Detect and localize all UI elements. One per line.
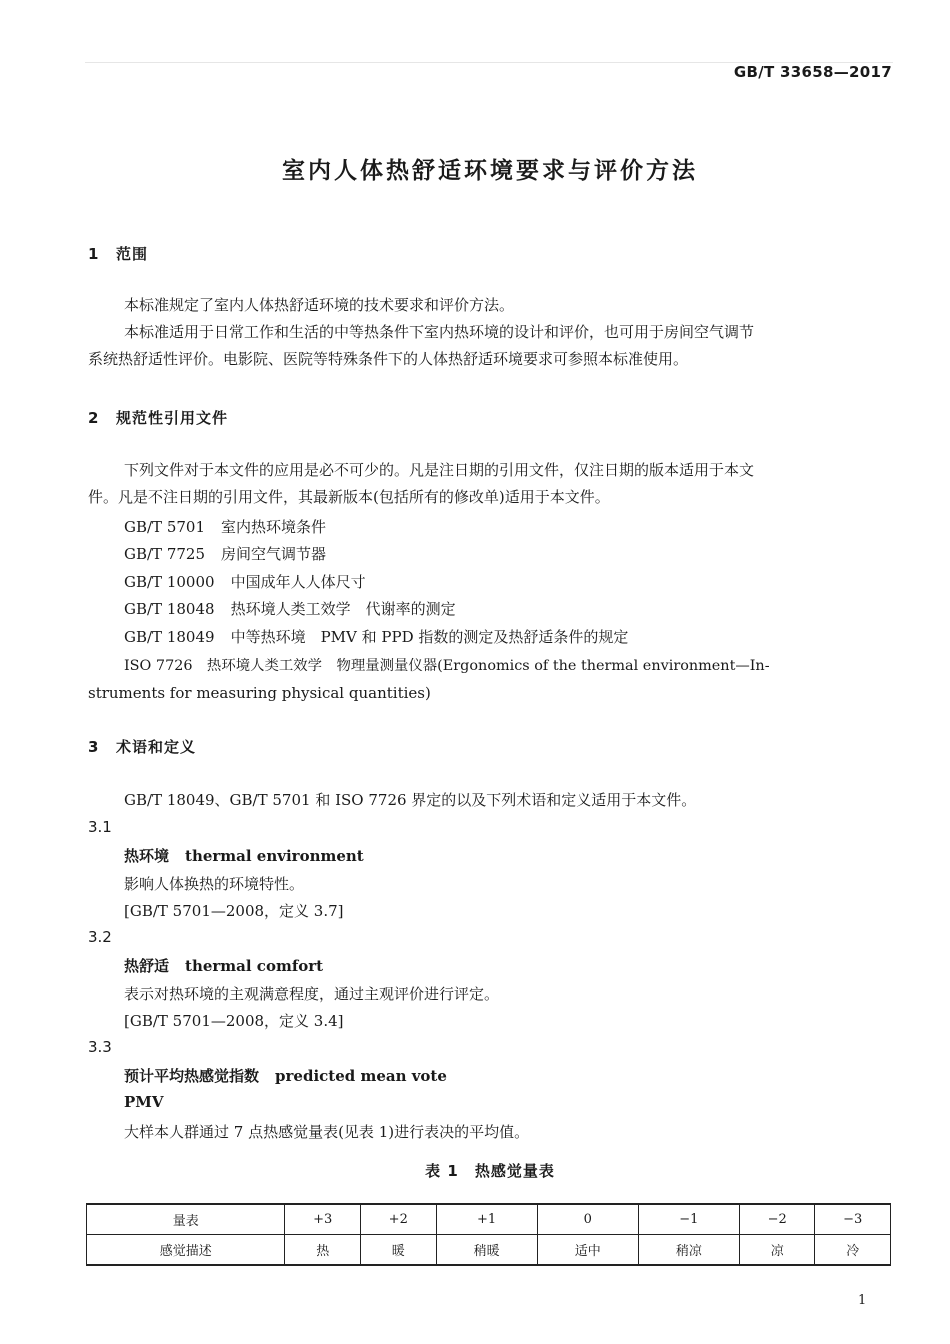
term-en: thermal comfort — [185, 957, 324, 975]
reference-code: GB/T 10000 — [124, 573, 215, 591]
reference-title: 中国成年人人体尺寸 — [230, 573, 366, 591]
paragraph-line: 下列文件对于本文件的应用是必不可少的。凡是注日期的引用文件，仅注日期的版本适用于本文 — [124, 461, 755, 479]
section-title: 规范性引用文件 — [116, 409, 229, 427]
table-caption: 表 1 热感觉量表 — [425, 1162, 555, 1180]
reference-item — [124, 626, 628, 647]
thermal-sensation-table — [86, 1203, 891, 1266]
term-zh: 热环境 — [124, 847, 170, 865]
term-en: thermal environment — [185, 847, 364, 865]
section-2-body — [88, 457, 893, 511]
reference-code: GB/T 7725 — [124, 545, 206, 563]
table-cell: 稍凉 — [638, 1235, 739, 1266]
section-title: 术语和定义 — [116, 738, 197, 756]
paragraph-line: struments for measuring physical quantities) — [88, 684, 431, 702]
table-cell: 凉 — [739, 1235, 815, 1266]
section-number: 1 — [88, 245, 100, 263]
reference-item — [124, 598, 456, 619]
section-3-heading — [88, 736, 196, 757]
reference-title: 热环境人类工效学 代谢率的测定 — [230, 600, 456, 618]
document-title: 室内人体热舒适环境要求与评价方法 — [282, 158, 698, 184]
reference-code: GB/T 18048 — [124, 600, 215, 618]
table-cell: 感觉描述 — [87, 1235, 285, 1266]
table-cell: 热 — [285, 1235, 361, 1266]
section-1-heading — [88, 243, 148, 264]
term-zh: 热舒适 — [124, 957, 170, 975]
table-row — [87, 1235, 891, 1266]
reference-code: GB/T 18049 — [124, 628, 215, 646]
term-number: 3.3 — [88, 1038, 112, 1056]
paragraph: 本标准规定了室内人体热舒适环境的技术要求和评价方法。 — [124, 296, 515, 314]
table-cell: −1 — [638, 1204, 739, 1235]
section-number: 2 — [88, 409, 100, 427]
term-definition: 影响人体换热的环境特性。 — [124, 875, 305, 893]
term-heading — [124, 1065, 447, 1086]
reference-title: 房间空气调节器 — [221, 545, 327, 563]
term-source: [GB/T 5701—2008，定义 3.7] — [124, 902, 344, 920]
term-heading — [124, 955, 323, 976]
term-definition: 大样本人群通过 7 点热感觉量表(见表 1)进行表决的平均值。 — [124, 1123, 530, 1141]
term-source: [GB/T 5701—2008，定义 3.4] — [124, 1012, 344, 1030]
term-zh: 预计平均热感觉指数 — [124, 1067, 260, 1085]
term-abbreviation — [124, 1093, 164, 1111]
table-cell: +1 — [436, 1204, 537, 1235]
table-cell: 量表 — [87, 1204, 285, 1235]
iso-reference — [88, 653, 893, 707]
table-cell: 稍暖 — [436, 1235, 537, 1266]
term-abbr: PMV — [124, 1093, 164, 1111]
section-3-intro: GB/T 18049、GB/T 5701 和 ISO 7726 界定的以及下列术语和定义适用于本文件。 — [124, 791, 697, 809]
page-number: 1 — [858, 1293, 867, 1308]
section-title: 范围 — [116, 245, 149, 263]
paragraph-line: 系统热舒适性评价。电影院、医院等特殊条件下的人体热舒适环境要求可参照本标准使用。 — [88, 350, 689, 368]
term-number: 3.1 — [88, 818, 112, 836]
paragraph-line: 件。凡是不注日期的引用文件，其最新版本(包括所有的修改单)适用于本文件。 — [88, 488, 610, 506]
standard-number: GB/T 33658—2017 — [733, 63, 892, 81]
section-1-body — [88, 292, 893, 373]
section-2-heading — [88, 407, 228, 428]
table-cell: +2 — [361, 1204, 437, 1235]
table-cell: 适中 — [537, 1235, 638, 1266]
table-cell: 0 — [537, 1204, 638, 1235]
section-number: 3 — [88, 738, 100, 756]
reference-item — [124, 571, 366, 592]
table-cell: 冷 — [815, 1235, 891, 1266]
table-cell: 暖 — [361, 1235, 437, 1266]
table-cell: +3 — [285, 1204, 361, 1235]
reference-title: 室内热环境条件 — [221, 518, 327, 536]
term-number: 3.2 — [88, 928, 112, 946]
term-definition: 表示对热环境的主观满意程度，通过主观评价进行评定。 — [124, 985, 500, 1003]
reference-code: GB/T 5701 — [124, 518, 206, 536]
paragraph-line: 本标准适用于日常工作和生活的中等热条件下室内热环境的设计和评价，也可用于房间空气调节 — [124, 323, 755, 341]
table-cell: −3 — [815, 1204, 891, 1235]
reference-item — [124, 543, 326, 564]
table-cell: −2 — [739, 1204, 815, 1235]
term-en: predicted mean vote — [275, 1067, 447, 1085]
reference-title: 中等热环境 PMV 和 PPD 指数的测定及热舒适条件的规定 — [230, 628, 629, 646]
paragraph-line: ISO 7726 热环境人类工效学 物理量测量仪器(Ergonomics of the thermal environment—In- — [124, 658, 770, 674]
table-row — [87, 1204, 891, 1235]
term-heading — [124, 845, 364, 866]
reference-item — [124, 516, 326, 537]
